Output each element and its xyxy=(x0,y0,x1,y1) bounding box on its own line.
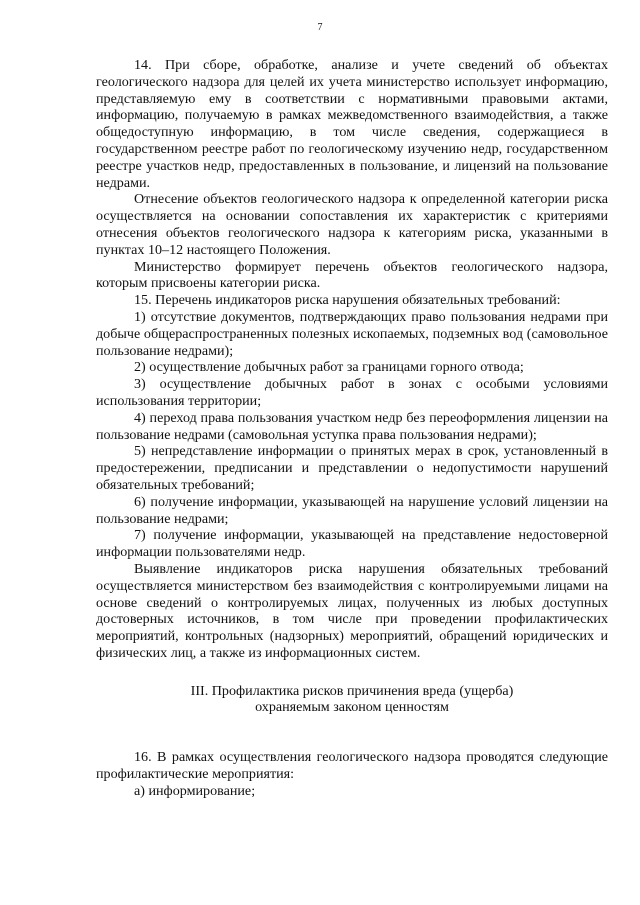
paragraph-14: 14. При сборе, обработке, анализе и учете сведений об объектах геологического надзора для целей их учета министерство использует информацию, представляемую ему в соответствии с нормативными правовыми актами, информацию, получаемую в рамках межведомственного взаимодействия, а также общедоступную информацию, в том числе сведения, содержащиеся в государственном реестре работ по геологическому изучению недр, государственном реестре участков недр, предоставленных в пользование, и лицензий на пользование недрами. xyxy=(96,57,608,191)
list-item-indicator-1: 1) отсутствие документов, подтверждающих право пользования недрами при добыче общераспространенных полезных ископаемых, подземных вод (самовольное пользование недрами); xyxy=(96,308,608,359)
list-item-indicator-3: 3) осуществление добычных работ в зонах с особыми условиями использования территории; xyxy=(96,376,608,409)
list-item-indicator-2: 2) осуществление добычных работ за границами горного отвода; xyxy=(134,359,524,376)
list-item-indicator-7: 7) получение информации, указывающей на представление недостоверной информации пользователями недр. xyxy=(96,527,608,561)
document-body xyxy=(96,57,608,800)
list-item-informing: а) информирование; xyxy=(134,782,256,799)
section-heading xyxy=(96,683,608,717)
list-item-indicator-6: 6) получение информации, указывающей на нарушение условий лицензии на пользование недрами; xyxy=(96,493,608,527)
paragraph-16: 16. В рамках осуществления геологического надзора проводятся следующие профилактические мероприятия: xyxy=(96,749,608,783)
paragraph-risk-object-list: Министерство формирует перечень объектов геологического надзора, которым присвоены категории риска. xyxy=(96,258,608,292)
section-heading-line-2: охраняемым законом ценностям xyxy=(255,699,449,716)
paragraph-risk-category-assignment: Отнесение объектов геологического надзора к определенной категории риска осуществляется на основании сопоставления их характеристик с критериями отнесения объектов геологического надзора к категориям риска, указанными в пунктах 10–12 настоящего Положения. xyxy=(96,191,608,258)
page-number: 7 xyxy=(317,22,323,33)
paragraph-15: 15. Перечень индикаторов риска нарушения обязательных требований: xyxy=(134,292,561,309)
list-item-indicator-4: 4) переход права пользования участком недр без переоформления лицензии на пользование недрами (самовольная уступка права пользования недрами); xyxy=(96,409,608,443)
list-item-indicator-5: 5) непредставление информации о принятых мерах в срок, установленный в предостережении, предписании и представлении о недопустимости нарушений обязательных требований; xyxy=(96,443,608,493)
paragraph-indicator-detection: Выявление индикаторов риска нарушения обязательных требований осуществляется министерством без взаимодействия с контролируемыми лицами на основе сведений о контролируемых лицах, полученных из любых доступных достоверных источников, в том числе при проведении профилактических мероприятий, контрольных (надзорных) мероприятий, обращений юридических и физических лиц, а также из информационных систем. xyxy=(96,560,608,661)
section-heading-line-1: III. Профилактика рисков причинения вреда (ущерба) xyxy=(190,682,514,699)
